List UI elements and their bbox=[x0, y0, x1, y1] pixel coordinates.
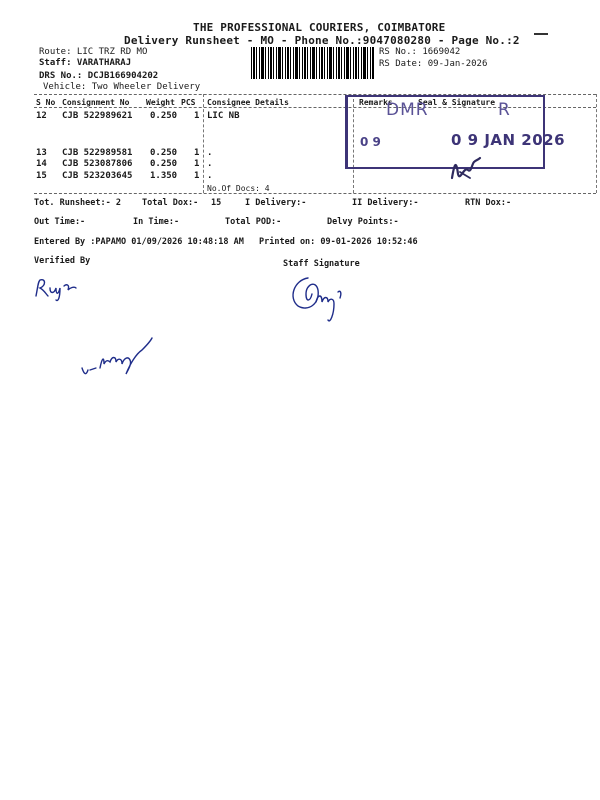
out-time: Out Time:- bbox=[34, 217, 86, 227]
no-of-docs: No.Of Docs: 4 bbox=[207, 184, 270, 193]
vehicle-label: Vehicle: Two Wheeler Delivery bbox=[43, 82, 201, 92]
corner-mark bbox=[534, 33, 548, 35]
staff-signature-label: Staff Signature bbox=[283, 259, 360, 269]
col-header-sno: S No bbox=[36, 98, 56, 107]
initials-signature bbox=[78, 334, 158, 384]
total-dox-label: Total Dox:- bbox=[142, 198, 199, 208]
row-13-sno: 13 bbox=[36, 148, 47, 158]
receiver-signature-mark bbox=[440, 148, 490, 186]
table-right-edge bbox=[596, 94, 597, 193]
row-13-consignee: . bbox=[207, 148, 213, 158]
route-label: Route: LIC TRZ RD MO bbox=[39, 47, 148, 57]
staff-signature bbox=[286, 268, 356, 326]
row-12-consignee: LIC NB bbox=[207, 111, 240, 121]
printed-on: Printed on: 09-01-2026 10:52:46 bbox=[259, 237, 418, 247]
barcode bbox=[251, 47, 375, 79]
row-14-consignee: . bbox=[207, 159, 213, 169]
entered-by: Entered By :PAPAMO 01/09/2026 10:48:18 AM bbox=[34, 237, 244, 247]
col-header-seal: Seal & Signature bbox=[418, 98, 496, 107]
row-15-weight: 1.350 bbox=[150, 171, 178, 181]
row-12-consignment: CJB 522989621 bbox=[62, 111, 133, 121]
row-12-sno: 12 bbox=[36, 111, 47, 121]
stamp-date: 0 9 JAN 2026 bbox=[451, 131, 566, 149]
row-13-consignment: CJB 522989581 bbox=[62, 148, 133, 158]
row-15-pcs: 1 bbox=[194, 171, 200, 181]
stamp-line1: DMR bbox=[386, 100, 429, 120]
in-time: In Time:- bbox=[133, 217, 180, 227]
row-13-weight: 0.250 bbox=[150, 148, 178, 158]
total-pod: Total POD:- bbox=[225, 217, 282, 227]
table-divider-consignee bbox=[203, 94, 204, 193]
stamp-left-mark: 0 9 bbox=[360, 135, 381, 149]
company-title: THE PROFESSIONAL COURIERS, COIMBATORE bbox=[193, 21, 446, 34]
row-14-pcs: 1 bbox=[194, 159, 200, 169]
verified-by-label: Verified By bbox=[34, 256, 91, 266]
stamp-line1-end: R bbox=[498, 100, 510, 120]
staff-label: Staff: VARATHARAJ bbox=[39, 58, 132, 68]
i-delivery: I Delivery:- bbox=[245, 198, 307, 208]
row-14-consignment: CJB 523087806 bbox=[62, 159, 133, 169]
verifier-signature bbox=[30, 274, 90, 304]
table-bottom-line bbox=[34, 193, 596, 194]
rs-number: RS No.: 1669042 bbox=[379, 47, 461, 57]
col-header-pcs: PCS bbox=[181, 98, 196, 107]
row-15-consignment: CJB 523203645 bbox=[62, 171, 133, 181]
col-header-remarks: Remarks bbox=[359, 98, 393, 107]
row-15-sno: 15 bbox=[36, 171, 47, 181]
row-15-consignee: . bbox=[207, 171, 213, 181]
delvy-points: Delvy Points:- bbox=[327, 217, 399, 227]
row-14-weight: 0.250 bbox=[150, 159, 178, 169]
col-header-consignment: Consignment No bbox=[62, 98, 130, 107]
rs-date: RS Date: 09-Jan-2026 bbox=[379, 59, 488, 69]
rtn-dox: RTN Dox:- bbox=[465, 198, 512, 208]
drs-number: DRS No.: DCJB166904202 bbox=[39, 71, 159, 81]
ii-delivery: II Delivery:- bbox=[352, 198, 419, 208]
col-header-consignee: Consignee Details bbox=[207, 98, 289, 107]
tot-runsheet: Tot. Runsheet:- 2 bbox=[34, 198, 121, 208]
row-12-weight: 0.250 bbox=[150, 111, 178, 121]
row-14-sno: 14 bbox=[36, 159, 47, 169]
row-13-pcs: 1 bbox=[194, 148, 200, 158]
runsheet-subtitle: Delivery Runsheet - MO - Phone No.:9047080280 - Page No.:2 bbox=[124, 34, 520, 47]
row-12-pcs: 1 bbox=[194, 111, 200, 121]
total-dox-value: 15 bbox=[211, 198, 222, 208]
col-header-weight: Weight bbox=[146, 98, 175, 107]
